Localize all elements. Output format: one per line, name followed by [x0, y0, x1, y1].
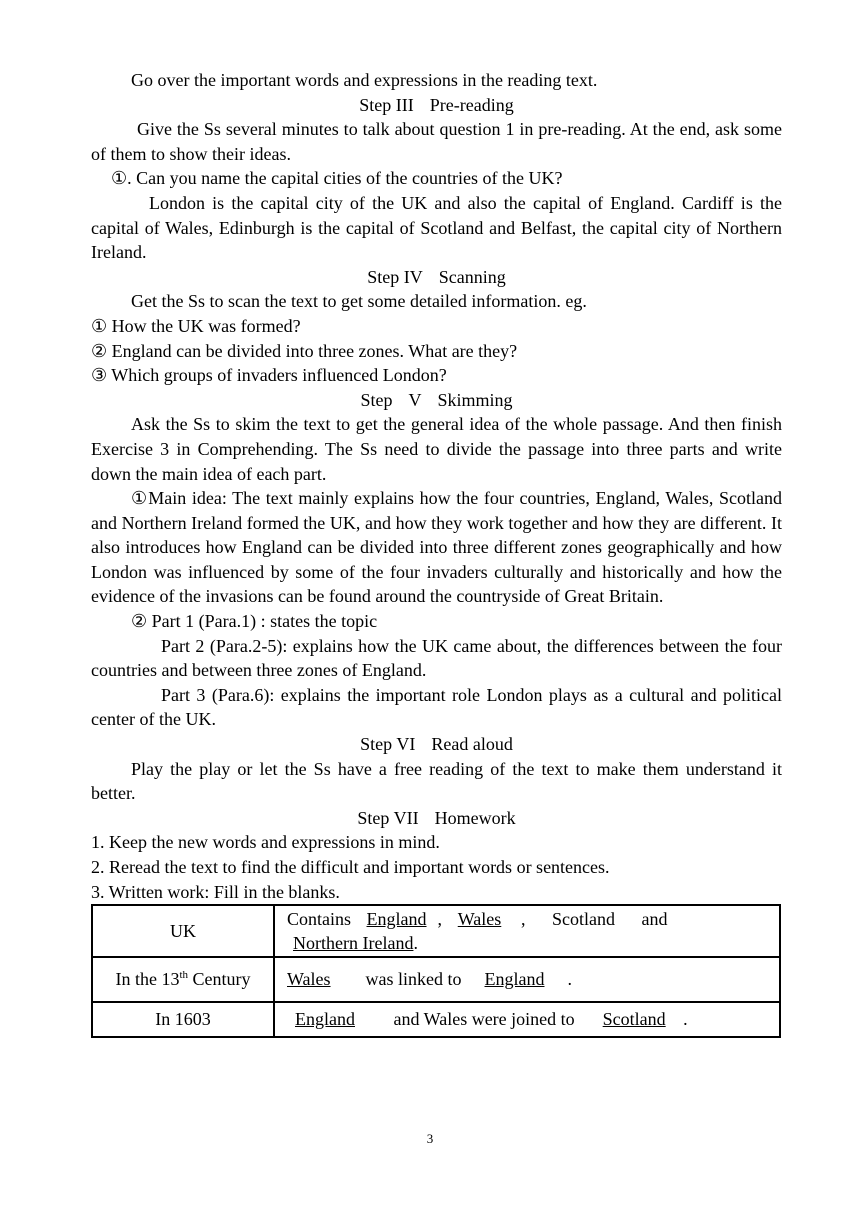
document-body — [91, 68, 782, 1038]
paragraph: Part 3 (Para.6): explains the important role London plays as a cultural and political center of the UK. — [91, 684, 782, 730]
blank-answer: England — [484, 969, 545, 990]
table-row — [92, 905, 780, 957]
blank-answer: Northern Ireland — [293, 933, 414, 954]
section-heading: Step VII Homework — [357, 807, 516, 828]
table-cell-label: UK — [92, 905, 274, 957]
paragraph: ② Part 1 (Para.1) : states the topic — [131, 611, 378, 632]
question: ①. Can you name the capital cities of the countries of the UK? — [111, 168, 563, 189]
section-heading: Step V Skimming — [360, 389, 513, 410]
table-cell-label: In 1603 — [92, 1002, 274, 1037]
table-cell-answer: Wales was linked to England . — [274, 957, 780, 1002]
blank-answer: Scotland — [602, 1009, 666, 1030]
list-item: 2. Reread the text to find the difficult and important words or sentences. — [91, 857, 610, 877]
section-heading: Step VI Read aloud — [360, 734, 513, 755]
blank-answer: England — [295, 1009, 355, 1030]
list-item: 3. Written work: Fill in the blanks. — [91, 881, 340, 902]
blank-answer: England — [366, 909, 427, 930]
paragraph: ①Main idea: The text mainly explains how the four countries, England, Wales, Scotland and Northern Ireland formed the UK, and how they work together and how they are different. It also introduces how England can be divided into three different zones geographically and how London was influenced by some of the four invaders culturally and historically and how the evidence of the invasions can be found around the countryside of Great Britain. — [91, 488, 782, 607]
blank-answer: Wales — [457, 909, 502, 930]
paragraph: London is the capital city of the UK and also the capital of England. Cardiff is the capital of Wales, Edinburgh is the capital of Scotland and Belfast, the capital city of Northern Ireland. — [91, 192, 782, 263]
table-cell-answer: Contains England , Wales , Scotland and Northern Ireland. — [274, 905, 780, 957]
table-row — [92, 1002, 780, 1037]
paragraph: Give the Ss several minutes to talk about question 1 in pre-reading. At the end, ask some of them to show their ideas. — [91, 119, 782, 164]
paragraph: Play the play or let the Ss have a free reading of the text to make them understand it better. — [91, 758, 782, 804]
section-heading: Step IV Scanning — [367, 266, 506, 287]
paragraph: Part 2 (Para.2-5): explains how the UK came about, the differences between the four countries and between three zones of England. — [91, 635, 782, 681]
list-item: ③ Which groups of invaders influenced London? — [91, 365, 447, 386]
paragraph: Go over the important words and expressions in the reading text. — [131, 70, 598, 90]
fill-in-table — [91, 904, 781, 1038]
section-heading: Step III Pre-reading — [359, 94, 514, 115]
table-row — [92, 957, 780, 1002]
table-cell-label: In the 13th Century — [92, 957, 274, 1002]
list-item: 1. Keep the new words and expressions in mind. — [91, 832, 440, 853]
paragraph: Ask the Ss to skim the text to get the general idea of the whole passage. And then finish Exercise 3 in Comprehending. The Ss need to divide the passage into three parts and write down the main idea of each part. — [91, 414, 782, 484]
table-cell-answer: England and Wales were joined to Scotland . — [274, 1002, 780, 1037]
list-item: ② England can be divided into three zones. What are they? — [91, 340, 518, 361]
paragraph: Get the Ss to scan the text to get some detailed information. eg. — [131, 291, 587, 312]
blank-answer: Wales — [287, 969, 331, 990]
list-item: ① How the UK was formed? — [91, 315, 301, 336]
page-number: 3 — [426, 1131, 434, 1146]
